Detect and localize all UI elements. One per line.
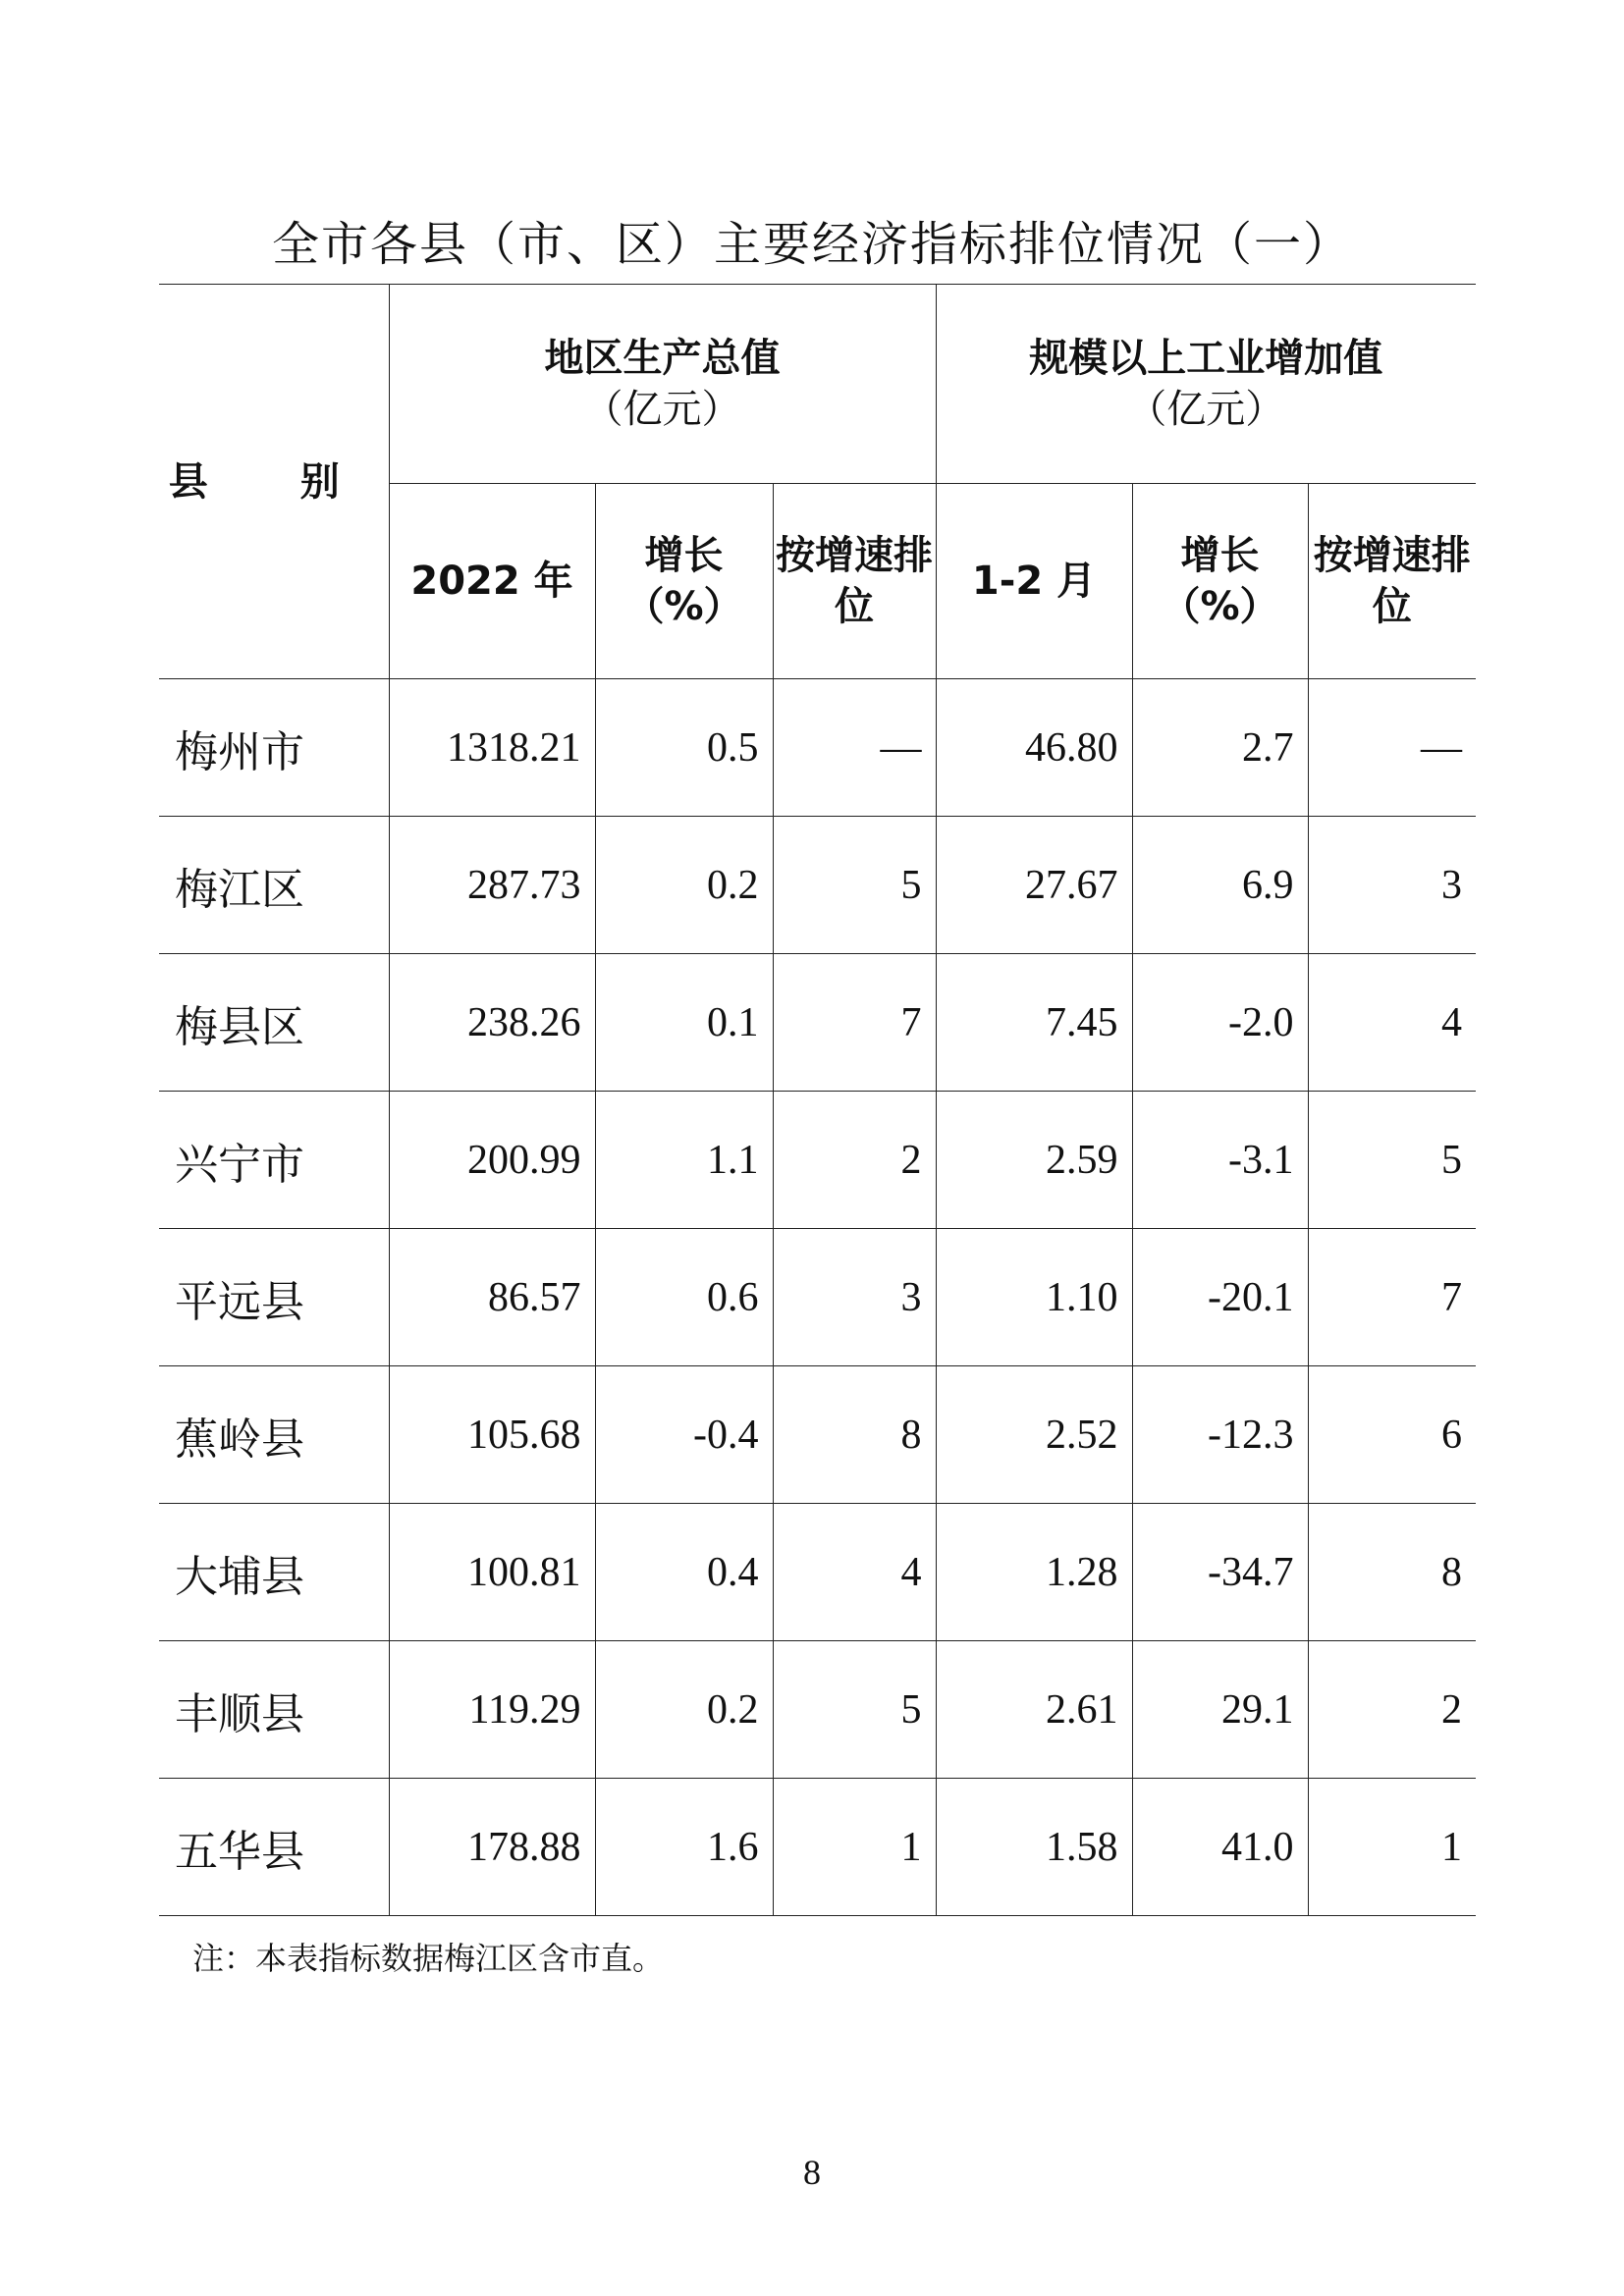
industry-value-cell: 1.28 (936, 1504, 1132, 1641)
industry-growth-cell: -3.1 (1132, 1092, 1308, 1229)
gdp-group-name: 地区生产总值 (544, 336, 781, 381)
table-row (159, 1779, 1476, 1916)
industry-growth-cell: -12.3 (1132, 1366, 1308, 1504)
industry-growth-cell: 41.0 (1132, 1779, 1308, 1916)
gdp-rank-cell: 5 (773, 817, 936, 954)
header-row-groups (159, 285, 1476, 484)
table-row (159, 1229, 1476, 1366)
industry-rank-cell: 7 (1308, 1229, 1476, 1366)
gdp-rank-cell: 7 (773, 954, 936, 1092)
region-cell: 梅县区 (159, 954, 389, 1092)
gdp-value-cell: 105.68 (389, 1366, 595, 1504)
gdp-rank-cell: 5 (773, 1641, 936, 1779)
industry-value-cell: 2.61 (936, 1641, 1132, 1779)
gdp-growth-cell: 1.1 (595, 1092, 773, 1229)
gdp-value-cell: 119.29 (389, 1641, 595, 1779)
gdp-growth-header: 增长（%） (595, 484, 773, 679)
industry-growth-cell: -2.0 (1132, 954, 1308, 1092)
gdp-value-cell: 1318.21 (389, 679, 595, 817)
industry-value-header: 1-2 月 (936, 484, 1132, 679)
industry-growth-cell: 29.1 (1132, 1641, 1308, 1779)
industry-rank-cell: — (1308, 679, 1476, 817)
industry-growth-cell: -34.7 (1132, 1504, 1308, 1641)
gdp-growth-cell: 0.5 (595, 679, 773, 817)
industry-rank-cell: 8 (1308, 1504, 1476, 1641)
gdp-rank-cell: 2 (773, 1092, 936, 1229)
gdp-value-cell: 287.73 (389, 817, 595, 954)
gdp-value-header: 2022 年 (389, 484, 595, 679)
industry-value-cell: 46.80 (936, 679, 1132, 817)
table-row (159, 1641, 1476, 1779)
industry-value-cell: 27.67 (936, 817, 1132, 954)
gdp-growth-cell: 0.2 (595, 1641, 773, 1779)
gdp-value-cell: 200.99 (389, 1092, 595, 1229)
industry-growth-cell: -20.1 (1132, 1229, 1308, 1366)
industry-rank-cell: 5 (1308, 1092, 1476, 1229)
industry-rank-cell: 1 (1308, 1779, 1476, 1916)
region-cell: 大埔县 (159, 1504, 389, 1641)
gdp-rank-cell: 8 (773, 1366, 936, 1504)
industry-group-name: 规模以上工业增加值 (1029, 336, 1383, 381)
gdp-growth-cell: 0.6 (595, 1229, 773, 1366)
industry-growth-cell: 2.7 (1132, 679, 1308, 817)
industry-value-cell: 2.52 (936, 1366, 1132, 1504)
industry-rank-cell: 4 (1308, 954, 1476, 1092)
page-number: 8 (803, 2153, 821, 2192)
industry-value-cell: 2.59 (936, 1092, 1132, 1229)
gdp-growth-cell: 1.6 (595, 1779, 773, 1916)
industry-value-cell: 1.58 (936, 1779, 1132, 1916)
gdp-rank-header: 按增速排位 (773, 484, 936, 679)
gdp-rank-cell: 3 (773, 1229, 936, 1366)
gdp-value-cell: 178.88 (389, 1779, 595, 1916)
gdp-rank-cell: — (773, 679, 936, 817)
industry-group-header (936, 285, 1476, 484)
industry-value-cell: 1.10 (936, 1229, 1132, 1366)
industry-rank-header: 按增速排位 (1308, 484, 1476, 679)
gdp-growth-cell: -0.4 (595, 1366, 773, 1504)
table-row (159, 679, 1476, 817)
table-row (159, 1504, 1476, 1641)
region-column-header: 县 别 (159, 285, 389, 679)
gdp-growth-cell: 0.1 (595, 954, 773, 1092)
page-title: 全市各县（市、区）主要经济指标排位情况（一） (271, 217, 1352, 272)
table-row (159, 954, 1476, 1092)
region-cell: 梅江区 (159, 817, 389, 954)
industry-value-cell: 7.45 (936, 954, 1132, 1092)
gdp-group-header (389, 285, 936, 484)
region-cell: 平远县 (159, 1229, 389, 1366)
gdp-rank-cell: 4 (773, 1504, 936, 1641)
industry-group-unit: （亿元） (1127, 387, 1285, 432)
table-note: 注：本表指标数据梅江区含市直。 (192, 1940, 665, 1977)
region-cell: 蕉岭县 (159, 1366, 389, 1504)
industry-growth-header: 增长（%） (1132, 484, 1308, 679)
region-cell: 梅州市 (159, 679, 389, 817)
region-cell: 兴宁市 (159, 1092, 389, 1229)
industry-rank-cell: 3 (1308, 817, 1476, 954)
industry-growth-cell: 6.9 (1132, 817, 1308, 954)
gdp-value-cell: 86.57 (389, 1229, 595, 1366)
gdp-growth-cell: 0.2 (595, 817, 773, 954)
region-cell: 五华县 (159, 1779, 389, 1916)
industry-rank-cell: 6 (1308, 1366, 1476, 1504)
gdp-growth-cell: 0.4 (595, 1504, 773, 1641)
industry-rank-cell: 2 (1308, 1641, 1476, 1779)
table-row (159, 1366, 1476, 1504)
table-row (159, 1092, 1476, 1229)
gdp-rank-cell: 1 (773, 1779, 936, 1916)
gdp-value-cell: 238.26 (389, 954, 595, 1092)
region-cell: 丰顺县 (159, 1641, 389, 1779)
gdp-value-cell: 100.81 (389, 1504, 595, 1641)
table-row (159, 817, 1476, 954)
indicator-table (159, 284, 1476, 1916)
gdp-group-unit: （亿元） (583, 387, 741, 432)
